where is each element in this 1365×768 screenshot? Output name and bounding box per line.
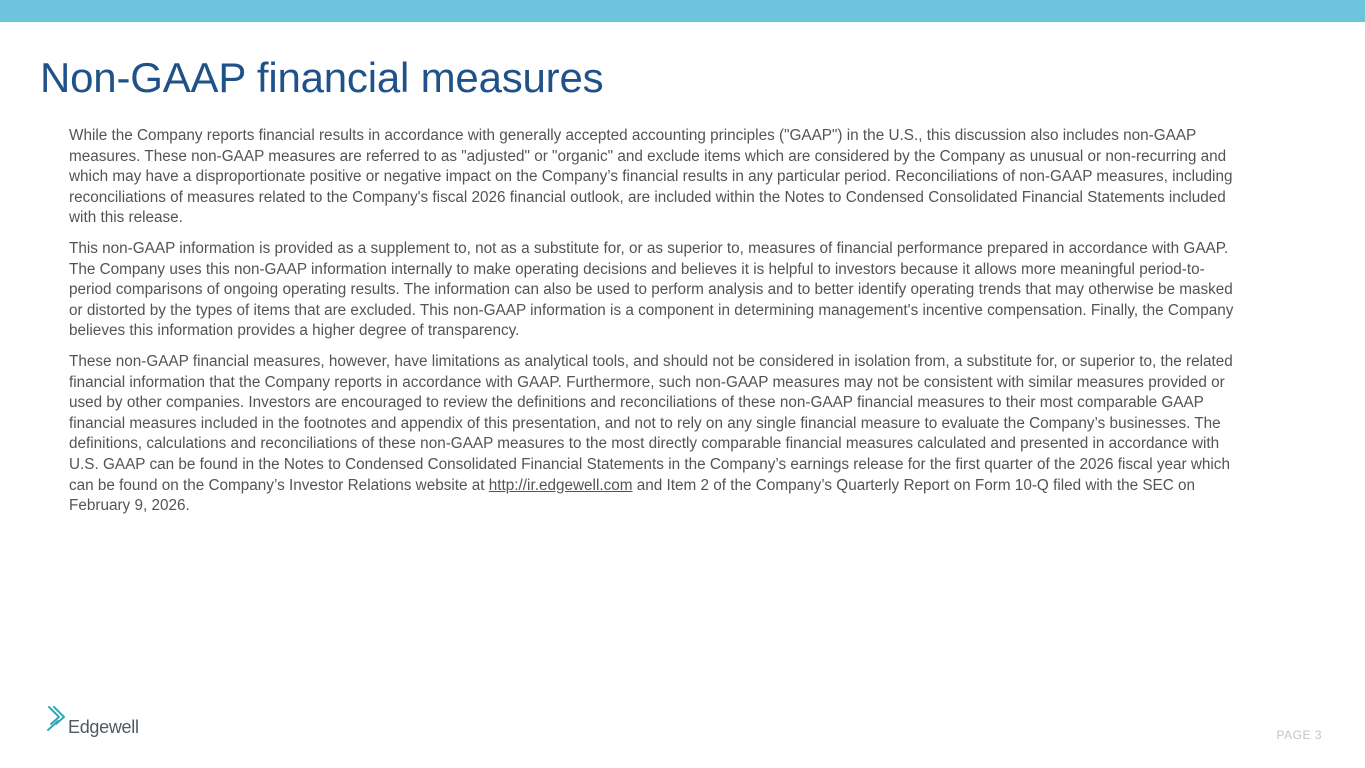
paragraph-limitations	[69, 352, 1239, 517]
edgewell-logo-text: Edgewell	[68, 717, 139, 737]
paragraph-limitations-text-after-link: and Item 2 of the Company’s Quarterly Report on Form 10-Q filed with the SEC on February 9, 2026.	[69, 476, 1196, 515]
investor-relations-link[interactable]: http://ir.edgewell.com	[488, 476, 633, 494]
edgewell-logo	[46, 704, 166, 740]
paragraph-limitations-text-before-link: These non-GAAP financial measures, however, have limitations as analytical tools, and should not be considered in isolation from, a substitute for, or superior to, the related financial information that the Company reports in accordance with GAAP. Furthermore, such non-GAAP measures may not be consistent with similar measures provided or used by other companies. Investors are encouraged to review the definitions and reconciliations of these non-GAAP financial measures to their most comparable GAAP financial measures included in the footnotes and appendix of this presentation, and not to rely on any single financial measure to evaluate the Company’s businesses. The definitions, calculations and reconciliations of these non-GAAP measures to the most directly comparable financial measures calculated and presented in accordance with U.S. GAAP can be found in the Notes to Condensed Consolidated Financial Statements in the Company’s earnings release for the first quarter of the 2026 fiscal year which can be found on the Company’s Investor Relations website at	[69, 352, 1233, 494]
slide-body	[69, 126, 1239, 527]
paragraph-supplement: This non-GAAP information is provided as a supplement to, not as a substitute for, or as superior to, measures of financial performance prepared in accordance with GAAP. The Company uses this non-GAAP information internally to make operating decisions and believes it is helpful to investors because it allows more meaningful period-to-period comparisons of ongoing operating results. The information can also be used to perform analysis and to better identify operating trends that may otherwise be masked or distorted by the types of items that are excluded. This non-GAAP information is a component in determining management's incentive compensation. Finally, the Company believes this information provides a higher degree of transparency.	[69, 239, 1234, 340]
top-accent-bar	[0, 0, 1365, 22]
paragraph-gaap-overview: While the Company reports financial results in accordance with generally accepted accounting principles ("GAAP") in the U.S., this discussion also includes non-GAAP measures. These non-GAAP measures are referred to as "adjusted" or "organic" and exclude items which are considered by the Company as unusual or non-recurring and which may have a disproportionate positive or negative impact on the Company’s financial results in any particular period. Reconciliations of non-GAAP measures, including reconciliations of measures related to the Company's fiscal 2026 financial outlook, are included within the Notes to Condensed Consolidated Financial Statements included with this release.	[69, 127, 1233, 227]
slide-title: Non-GAAP financial measures	[40, 54, 604, 101]
page-number: PAGE 3	[1276, 728, 1322, 742]
